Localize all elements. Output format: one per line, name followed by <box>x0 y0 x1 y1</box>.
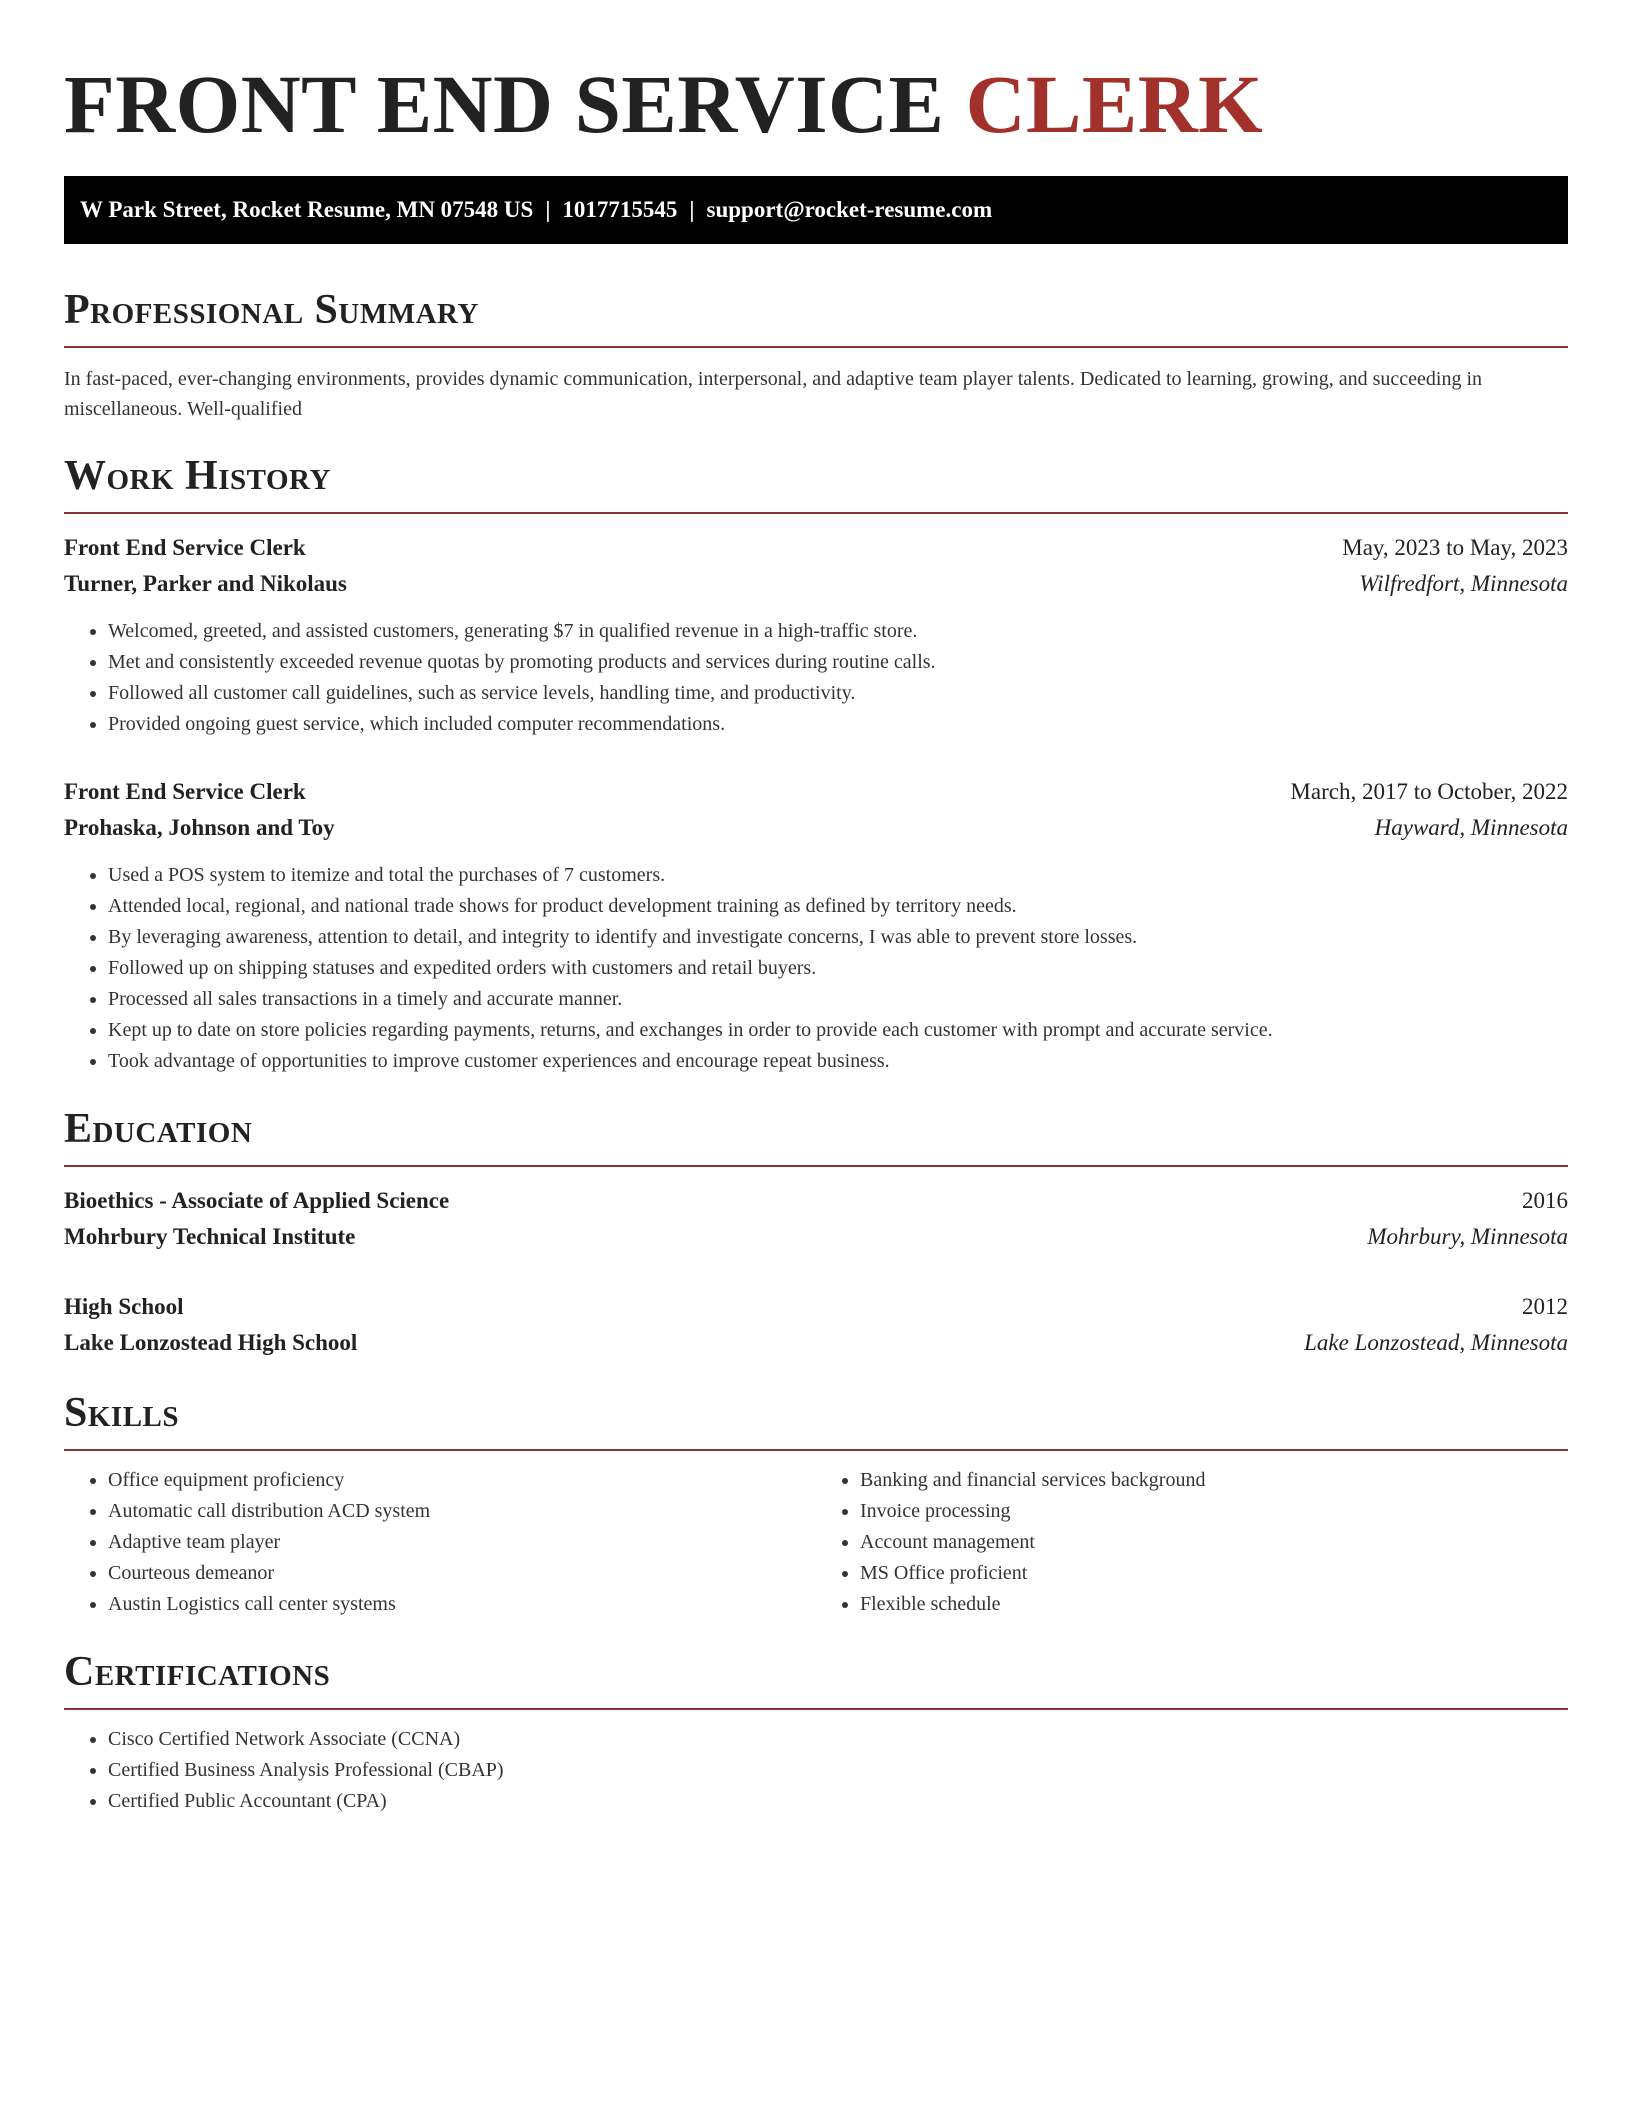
job-location: Wilfredfort, Minnesota <box>1359 571 1568 596</box>
list-item: • Account management <box>860 1527 1568 1558</box>
job-company-row <box>64 810 1568 846</box>
job-title: Front End Service Clerk <box>64 535 306 560</box>
summary-heading: Professional Summary <box>64 287 479 333</box>
list-item: • Banking and financial services background <box>860 1465 1568 1496</box>
skills-section <box>64 1387 1568 1620</box>
list-item: • Certified Public Accountant (CPA) <box>108 1786 1568 1817</box>
list-item: • Office equipment proficiency <box>108 1465 816 1496</box>
education-degree-row <box>64 1183 1568 1219</box>
certifications-list <box>64 1724 1568 1817</box>
job-dates: March, 2017 to October, 2022 <box>1290 779 1568 804</box>
education-degree: Bioethics - Associate of Applied Science <box>64 1188 450 1213</box>
list-item: • Certified Business Analysis Professional (CBAP) <box>108 1755 1568 1786</box>
list-item: • Courteous demeanor <box>108 1558 816 1589</box>
job-company: Turner, Parker and Nikolaus <box>64 571 347 596</box>
list-item: • Used a POS system to itemize and total the purchases of 7 customers. <box>108 860 1568 891</box>
list-item: • Met and consistently exceeded revenue quotas by promoting products and services during routine calls. <box>108 647 1568 678</box>
list-item: • Adaptive team player <box>108 1527 816 1558</box>
contact-bar <box>64 176 1568 244</box>
title-main: FRONT END SERVICE <box>64 58 945 150</box>
work-history-heading: Work History <box>64 453 331 499</box>
contact-separator: | <box>689 197 695 222</box>
job-location: Hayward, Minnesota <box>1374 815 1568 840</box>
list-item: • Attended local, regional, and national trade shows for product development training as defined by territory needs. <box>108 891 1568 922</box>
job-entry <box>64 530 1568 740</box>
education-degree-row <box>64 1289 1568 1325</box>
contact-separator: | <box>545 197 551 222</box>
section-divider <box>64 346 1568 348</box>
list-item: • MS Office proficient <box>860 1558 1568 1589</box>
section-divider <box>64 512 1568 514</box>
education-location: Lake Lonzostead, Minnesota <box>1304 1330 1568 1355</box>
education-section <box>64 1103 1568 1361</box>
list-item: • Kept up to date on store policies regarding payments, returns, and exchanges in order to provide each customer with prompt and accurate service. <box>108 1015 1568 1046</box>
list-item: • Automatic call distribution ACD system <box>108 1496 816 1527</box>
education-entry <box>64 1183 1568 1255</box>
education-location: Mohrbury, Minnesota <box>1367 1224 1568 1249</box>
education-year: 2016 <box>1522 1188 1568 1213</box>
section-divider <box>64 1165 1568 1167</box>
job-bullets <box>64 616 1568 740</box>
certifications-heading: Certifications <box>64 1649 331 1695</box>
job-company-row <box>64 566 1568 602</box>
summary-text: In fast-paced, ever-changing environments, provides dynamic communication, interpersonal, and adaptive team player talents. Dedicated to learning, growing, and succeeding in miscellaneous. Well-qualified <box>64 368 1482 420</box>
section-divider <box>64 1708 1568 1710</box>
list-item: • Took advantage of opportunities to improve customer experiences and encourage repeat business. <box>108 1046 1568 1077</box>
education-school: Mohrbury Technical Institute <box>64 1224 356 1249</box>
skills-list-left <box>64 1465 816 1620</box>
skills-list-right <box>816 1465 1568 1620</box>
education-entry <box>64 1289 1568 1361</box>
work-history-section <box>64 450 1568 1077</box>
job-company: Prohaska, Johnson and Toy <box>64 815 335 840</box>
contact-phone: 1017715545 <box>562 197 678 222</box>
job-title: Front End Service Clerk <box>64 779 306 804</box>
job-header-row <box>64 530 1568 566</box>
section-divider <box>64 1449 1568 1451</box>
resume-title <box>64 56 1568 152</box>
education-heading: Education <box>64 1106 253 1152</box>
job-dates: May, 2023 to May, 2023 <box>1342 535 1568 560</box>
job-header-row <box>64 774 1568 810</box>
list-item: • By leveraging awareness, attention to detail, and integrity to identify and investigate concerns, I was able to prevent store losses. <box>108 922 1568 953</box>
list-item: • Cisco Certified Network Associate (CCNA) <box>108 1724 1568 1755</box>
education-school-row <box>64 1219 1568 1255</box>
title-accent: CLERK <box>965 58 1264 150</box>
list-item: • Provided ongoing guest service, which included computer recommendations. <box>108 709 1568 740</box>
skills-grid <box>64 1465 1568 1620</box>
education-year: 2012 <box>1522 1294 1568 1319</box>
list-item: • Flexible schedule <box>860 1589 1568 1620</box>
skills-heading: Skills <box>64 1390 180 1436</box>
list-item: • Invoice processing <box>860 1496 1568 1527</box>
list-item: • Processed all sales transactions in a timely and accurate manner. <box>108 984 1568 1015</box>
contact-address: W Park Street, Rocket Resume, MN 07548 US <box>80 197 534 222</box>
education-school-row <box>64 1325 1568 1361</box>
education-school: Lake Lonzostead High School <box>64 1330 358 1355</box>
list-item: • Followed up on shipping statuses and expedited orders with customers and retail buyers. <box>108 953 1568 984</box>
summary-section <box>64 284 1568 424</box>
list-item: • Welcomed, greeted, and assisted customers, generating $7 in qualified revenue in a high-traffic store. <box>108 616 1568 647</box>
job-bullets <box>64 860 1568 1077</box>
list-item: • Followed all customer call guidelines, such as service levels, handling time, and productivity. <box>108 678 1568 709</box>
education-degree: High School <box>64 1294 184 1319</box>
list-item: • Austin Logistics call center systems <box>108 1589 816 1620</box>
job-entry <box>64 774 1568 1077</box>
contact-email[interactable]: support@rocket-resume.com <box>706 197 993 222</box>
certifications-section <box>64 1646 1568 1817</box>
